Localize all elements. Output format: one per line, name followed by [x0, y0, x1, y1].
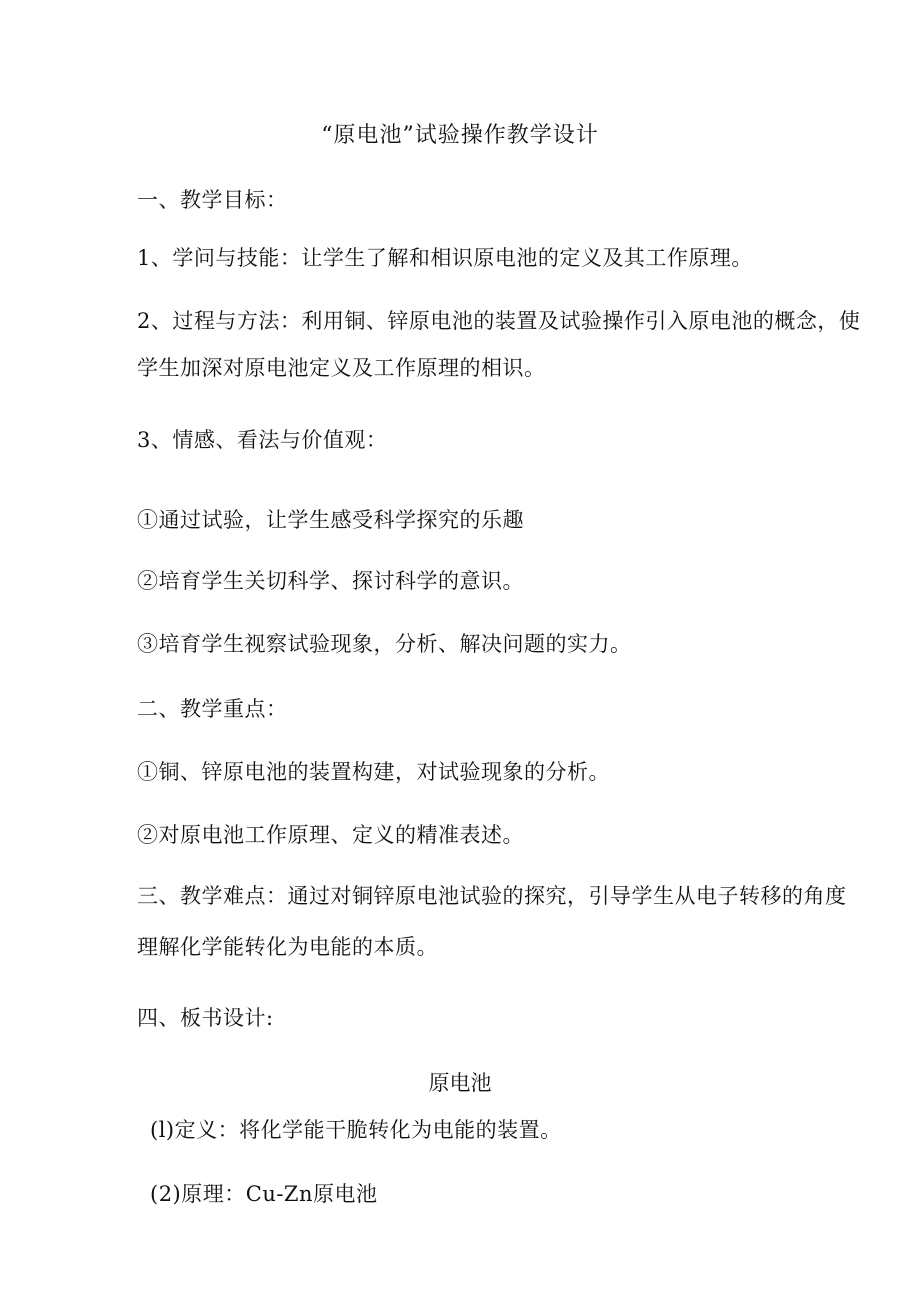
keypoint-2: ②对原电池工作原理、定义的精准表述。 — [137, 823, 524, 847]
difficulty-line-2: 理解化学能转化为电能的本质。 — [137, 935, 438, 959]
objective-3-item-2: ②培育学生关切科学、探讨科学的意识。 — [137, 569, 524, 593]
objective-2-line-2: 学生加深对原电池定义及工作原理的相识。 — [137, 356, 546, 380]
objectives-heading: 一、教学目标： — [137, 188, 288, 212]
board-definition: (l)定义：将化学能干脆转化为电能的装置。 — [150, 1118, 562, 1142]
board-title: 原电池 — [428, 1071, 492, 1095]
board-design-heading: 四、板书设计: — [137, 1006, 274, 1030]
board-principle: (2)原理：Cu-Zn原电池 — [150, 1182, 378, 1206]
objective-3: 3、情感、看法与价值观： — [137, 428, 388, 452]
difficulty-line-1: 三、教学难点：通过对铜锌原电池试验的探究，引导学生从电子转移的角度 — [137, 884, 847, 908]
objective-3-item-1: ①通过试验，让学生感受科学探究的乐趣 — [137, 508, 524, 532]
document-title: “原电池”试验操作教学设计 — [321, 123, 599, 148]
objective-2-line-1: 2、过程与方法：利用铜、锌原电池的装置及试验操作引入原电池的概念，使 — [137, 309, 861, 333]
keypoints-heading: 二、教学重点： — [137, 697, 288, 721]
objective-1: 1、学问与技能：让学生了解和相识原电池的定义及其工作原理。 — [137, 246, 753, 270]
keypoint-1: ①铜、锌原电池的装置构建，对试验现象的分析。 — [137, 760, 610, 784]
objective-3-item-3: ③培育学生视察试验现象，分析、解决问题的实力。 — [137, 632, 632, 656]
